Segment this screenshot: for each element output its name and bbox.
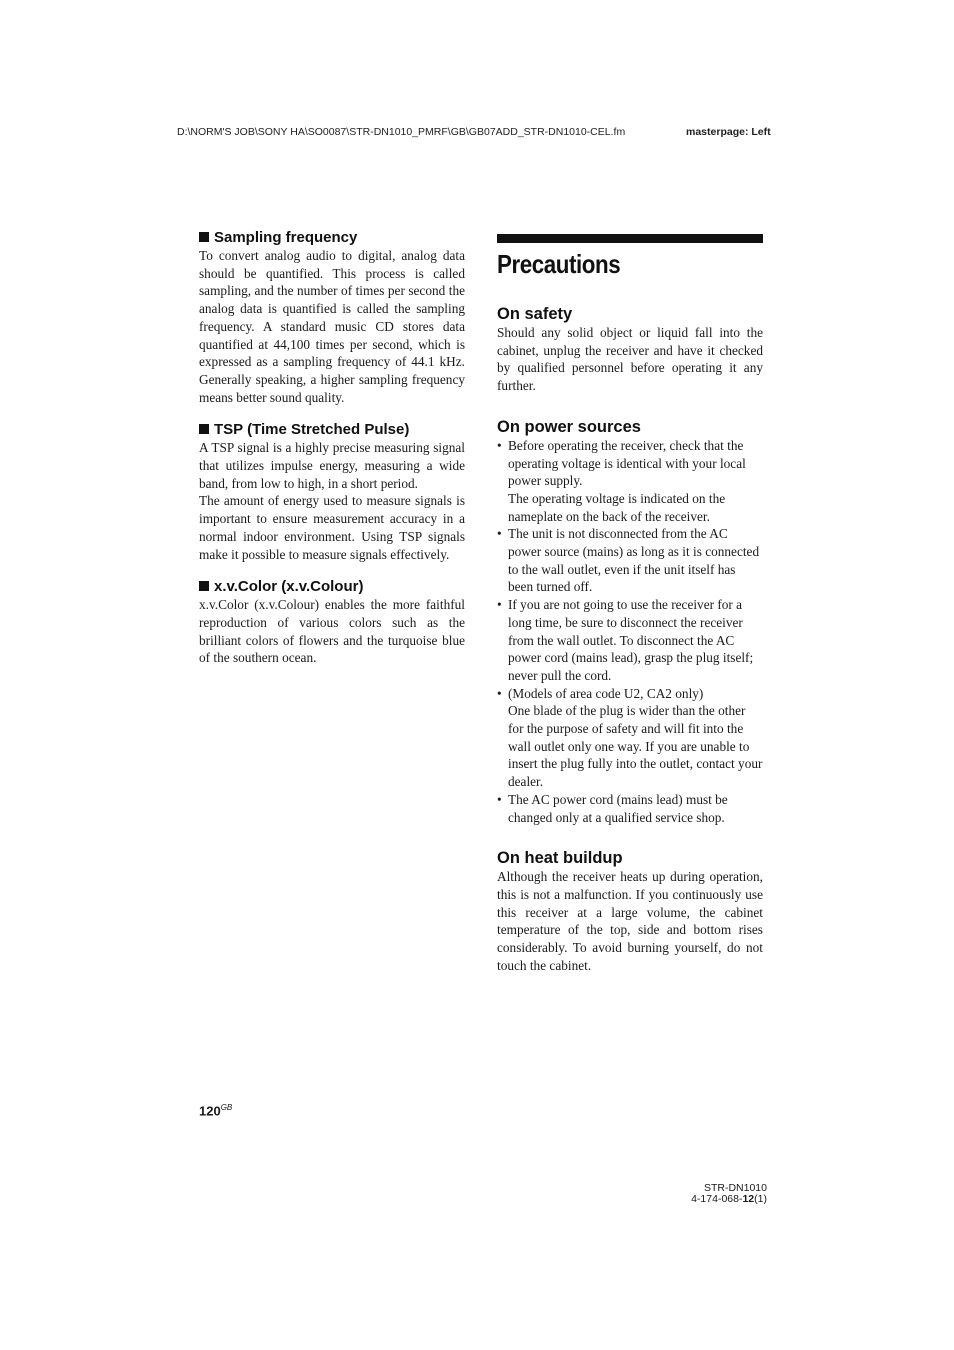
section-heading: On power sources bbox=[497, 417, 641, 436]
file-path-header: D:\NORM'S JOB\SONY HA\SO0087\STR-DN1010_PMRF\GB\GB07ADD_STR-DN1010-CEL.fm bbox=[177, 126, 626, 138]
section-paragraph: Although the receiver heats up during operation, this is not a malfunction. If you continuously use this receiver at a large volume, the cabinet temperature of the top, side and bottom rises considerably. To avoid burning yourself, do not touch the cabinet. bbox=[497, 869, 763, 973]
glossary-paragraph: To convert analog audio to digital, analog data should be quantified. This process is called sampling, and the number of times per second the analog data is quantified is called the sampling frequency. A standard music CD stores data quantified at 44,100 times per second, which is expressed as a sampling frequency of 44.1 kHz. Generally speaking, a higher sampling frequency means better sound quality. bbox=[199, 248, 465, 405]
section-on-heat-buildup bbox=[497, 849, 763, 974]
glossary-entry-sampling-frequency bbox=[199, 229, 465, 406]
model-number: STR-DN1010 bbox=[703, 1182, 767, 1194]
glossary-entry-xv-color bbox=[199, 578, 465, 667]
page-title: Precautions bbox=[497, 249, 621, 279]
page-number: $120^{GB}$ bbox=[199, 1103, 233, 1119]
right-column bbox=[497, 234, 763, 975]
square-bullet-icon bbox=[199, 581, 209, 591]
section-heading: On heat buildup bbox=[497, 849, 623, 868]
section-on-power-sources bbox=[497, 418, 763, 826]
glossary-paragraph: A TSP signal is a highly precise measuring signal that utilizes impulse energy, measuring a wide band, from low to high, in a short period. bbox=[199, 440, 465, 491]
section-paragraph: Should any solid object or liquid fall into the cabinet, unplug the receiver and have it checked by qualified personnel before operating it any further. bbox=[497, 325, 763, 394]
left-column bbox=[199, 229, 465, 682]
glossary-paragraph: x.v.Color (x.v.Colour) enables the more faithful reproduction of various colors such as the brilliant colors of flowers and the turquoise blue of the southern ocean. bbox=[199, 597, 465, 666]
glossary-heading: Sampling frequency bbox=[199, 229, 465, 247]
section-on-safety bbox=[497, 305, 763, 395]
glossary-heading: TSP (Time Stretched Pulse) bbox=[199, 421, 465, 439]
power-bullet-list bbox=[497, 437, 763, 826]
section-heading: On safety bbox=[497, 305, 573, 323]
square-bullet-icon bbox=[199, 232, 209, 242]
list-item: • If you are not going to use the receiver for a long time, be sure to disconnect the receiver from the wall outlet. To disconnect the AC power cord (mains lead), grasp the plug itself; never pull the cord. bbox=[497, 596, 763, 685]
title-rule bbox=[497, 234, 763, 243]
glossary-heading: x.v.Color (x.v.Colour) bbox=[199, 578, 465, 596]
list-item: • Before operating the receiver, check that the operating voltage is identical with your local power supply. The operating voltage is indicated on the nameplate on the back of the receiver. bbox=[497, 437, 763, 526]
document-code: 4-174-068-12(1) bbox=[691, 1193, 767, 1205]
list-item: • The AC power cord (mains lead) must be changed only at a qualified service shop. bbox=[497, 791, 763, 826]
list-item: • (Models of area code U2, CA2 only) One blade of the plug is wider than the other for the purpose of safety and will fit into the wall outlet only one way. If you are unable to insert the plug fully into the outlet, contact your dealer. bbox=[497, 685, 763, 791]
masterpage-label: masterpage: Left bbox=[686, 126, 771, 138]
glossary-paragraph: The amount of energy used to measure signals is important to ensure measurement accuracy in a normal indoor environment. Using TSP signals make it possible to measure signals effectively. bbox=[199, 493, 465, 562]
page-number-suffix: GB bbox=[220, 1103, 233, 1112]
glossary-entry-tsp bbox=[199, 421, 465, 563]
list-item: • The unit is not disconnected from the AC power source (mains) as long as it is connected to the wall outlet, even if the unit itself has been turned off. bbox=[497, 525, 763, 596]
square-bullet-icon bbox=[199, 424, 209, 434]
